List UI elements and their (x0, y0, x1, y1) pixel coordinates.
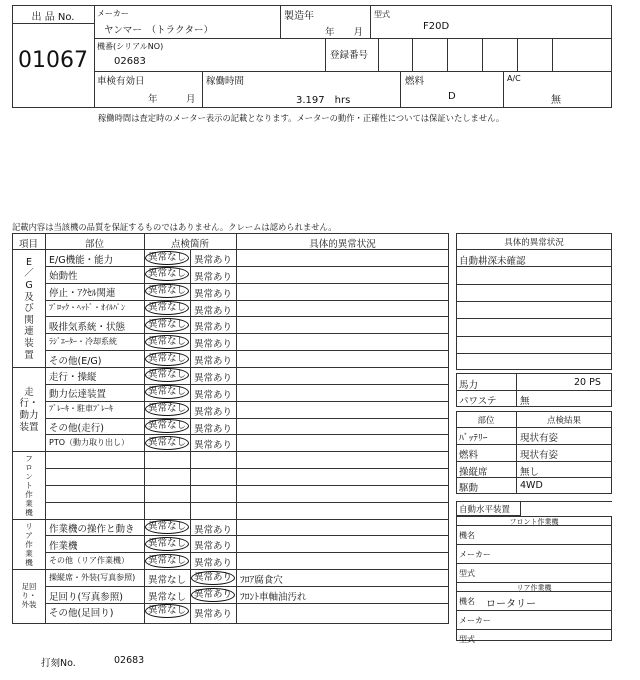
table-row (12, 519, 449, 520)
row-part: その他(E/G) (49, 355, 102, 367)
status-issue: 異常あり (191, 571, 235, 585)
inspection-unit: 年 月 (148, 94, 196, 105)
year-label: 製造年 (284, 11, 314, 22)
table-row (45, 316, 449, 317)
status-ok: 異常なし (145, 402, 189, 416)
status-ok: 異常なし (145, 368, 189, 382)
row-part: 走行・操縦 (49, 372, 97, 384)
check-row (456, 461, 612, 462)
section-label: リア作業機 (25, 522, 33, 568)
status-ok: 異常なし (145, 318, 189, 332)
divider (94, 5, 95, 108)
divider (456, 284, 612, 285)
divider (456, 525, 612, 526)
divider (447, 38, 448, 71)
fuel-label: 燃料 (405, 76, 425, 87)
status-issue: 異常あり (193, 288, 232, 300)
divider (456, 610, 612, 611)
divider (456, 544, 612, 545)
maker-value: ヤンマー （トラクター） (104, 25, 213, 36)
check-result: 4WD (520, 480, 543, 492)
table-row (45, 418, 449, 419)
status-issue: 異常あり (193, 423, 232, 435)
attachment-label: 型式 (459, 635, 475, 644)
table-row (12, 569, 449, 570)
divider (521, 501, 612, 502)
stamp-label: 打刻No. (41, 658, 76, 669)
quality-note: 記載内容は当該機の品質を保証するものではありません。クレームは認められません。 (12, 222, 337, 232)
divider (552, 38, 553, 71)
divider (456, 390, 612, 391)
check-part: 燃料 (459, 449, 479, 461)
status-issue: 異常あり (193, 305, 232, 317)
check-result: 現状有姿 (520, 449, 559, 461)
col-check: 点検箇所 (170, 239, 209, 250)
divider (12, 23, 94, 24)
status-issue: 異常あり (193, 541, 232, 553)
status-issue: 異常あり (193, 356, 232, 368)
check-row (456, 427, 612, 428)
hours-value: 3.197 hrs (296, 95, 351, 106)
power-steering-value: 無 (520, 396, 530, 407)
divider (456, 336, 612, 337)
status-ok: 異常なし (145, 537, 189, 551)
divider (482, 38, 483, 71)
check-result: 無し (520, 466, 540, 478)
power-steering-label: パワステ (459, 396, 497, 407)
attachment-value: ロータリー (486, 599, 536, 610)
status-ok: 異常なし (145, 251, 189, 265)
divider (456, 563, 612, 564)
divider (412, 38, 413, 71)
row-part: ﾗｼﾞｴｰﾀｰ・冷却系統 (49, 336, 117, 346)
divider (202, 71, 203, 108)
divider (45, 233, 46, 624)
row-part: 停止・ｱｸｾﾙ関連 (49, 288, 116, 300)
table-row (45, 502, 449, 503)
divider (456, 301, 612, 302)
attachment-label: 型式 (459, 569, 475, 578)
divider (370, 5, 371, 38)
status-ok: 異常なし (147, 592, 186, 603)
year-unit: 年 月 (325, 27, 364, 38)
check-result: 現状有姿 (520, 433, 559, 444)
status-ok: 異常なし (145, 267, 189, 281)
row-part: その他(走行) (49, 423, 104, 434)
auto-level-label: 自動水平装置 (459, 505, 511, 515)
table-row (45, 283, 449, 284)
table-row (45, 300, 449, 301)
table-row (12, 451, 449, 452)
status-ok: 異常なし (145, 385, 189, 399)
table-row (45, 535, 449, 536)
status-issue: 異常あり (193, 339, 232, 351)
table-row (12, 249, 449, 250)
power-label: 馬力 (459, 380, 479, 391)
section-label: 足回り・外装 (21, 581, 37, 609)
serial-value: 02683 (114, 56, 146, 67)
serial-label: 機番(シリアルNO) (97, 42, 164, 51)
divider (456, 318, 612, 319)
status-ok: 異常なし (145, 554, 189, 568)
status-issue: 異常あり (193, 389, 232, 401)
status-ok: 異常なし (145, 352, 189, 366)
section-label: 走行・動力装置 (19, 386, 39, 433)
status-issue: 異常あり (193, 558, 232, 570)
row-part: 足回り(写真参照) (49, 591, 123, 603)
table-row (45, 266, 449, 267)
row-part: 始動性 (49, 271, 78, 283)
status-issue: 異常あり (193, 524, 232, 536)
maker-label: メーカー (97, 9, 129, 18)
hours-label: 稼働時間 (206, 76, 245, 87)
row-part: 動力伝達装置 (49, 389, 107, 401)
status-ok: 異常なし (145, 419, 189, 433)
divider (456, 353, 612, 354)
model-value: F20D (423, 21, 450, 32)
status-ok: 異常なし (145, 604, 189, 618)
front-attachment-header: フロント作業機 (509, 518, 559, 526)
check-part: 操縦席 (459, 466, 488, 478)
divider (280, 5, 281, 38)
status-issue: 異常あり (193, 440, 232, 452)
status-issue: 異常あり (193, 255, 232, 266)
divider (400, 71, 401, 108)
divider (456, 266, 612, 267)
status-issue: 異常あり (193, 322, 232, 334)
status-ok: 異常なし (145, 520, 189, 534)
divider (94, 38, 612, 39)
detail-header: 具体的異常状況 (504, 238, 564, 248)
attachment-label: 機名 (459, 597, 475, 606)
table-row (45, 434, 449, 435)
table-row (45, 485, 449, 486)
divider (456, 249, 612, 250)
status-issue: 異常あり (193, 406, 232, 418)
table-row (45, 350, 449, 351)
divider (94, 71, 612, 72)
status-ok: 異常なし (147, 575, 186, 587)
result-header: 点検結果 (546, 416, 581, 426)
table-row (45, 384, 449, 385)
table-row (45, 603, 449, 604)
row-part: 吸排気系統・状態 (49, 321, 126, 333)
attachment-label: メーカー (459, 616, 491, 625)
fuel-value: D (448, 91, 456, 102)
status-issue: 異常あり (191, 588, 235, 602)
row-part: その他(足回り) (49, 608, 114, 620)
status-ok: 異常なし (145, 436, 189, 450)
ac-value: 無 (551, 95, 561, 106)
divider (378, 38, 379, 71)
row-detail: ﾌﾛｱ腐食穴 (240, 574, 283, 586)
row-part: 作業機の操作と動き (49, 524, 135, 536)
attachment-label: 機名 (459, 531, 475, 540)
divider (236, 233, 237, 624)
row-part: その他（リア作業機） (49, 555, 129, 565)
table-row (45, 552, 449, 553)
table-row (12, 367, 449, 368)
row-part: PTO（動力取り出し） (49, 437, 130, 447)
status-ok: 異常なし (145, 335, 189, 349)
check-row (456, 477, 612, 478)
check-row (456, 444, 612, 445)
col-item: 項目 (18, 239, 38, 250)
detail-text: 自動耕深未確認 (459, 256, 526, 267)
part-header: 部位 (477, 416, 495, 426)
divider (517, 38, 518, 71)
check-part: 駆動 (459, 483, 479, 495)
row-part: ﾌﾞﾛｯｸ・ﾍｯﾄﾞ・ｵｲﾙﾊﾟﾝ (49, 303, 125, 313)
check-part: ﾊﾞｯﾃﾘｰ (459, 433, 488, 444)
divider (503, 71, 504, 108)
ac-label: A/C (507, 74, 521, 83)
status-issue: 異常あり (193, 608, 232, 620)
stamp-value: 02683 (114, 655, 145, 666)
divider (456, 629, 612, 630)
row-part: 作業機 (49, 540, 78, 552)
row-detail: ﾌﾛﾝﾄ車軸油汚れ (240, 591, 307, 603)
power-value: 20 PS (574, 377, 601, 388)
meter-note: 稼働時間は査定時のメーター表示の記載となります。メーターの動作・正確性については保証いたしません。 (98, 113, 505, 123)
divider (456, 591, 612, 592)
status-ok: 異常なし (145, 284, 189, 298)
divider (516, 373, 517, 407)
status-issue: 異常あり (193, 271, 232, 283)
lot-label: 出 品 No. (31, 12, 75, 23)
rear-attachment-header: リア作業機 (516, 584, 552, 592)
registration-label: 登録番号 (330, 50, 369, 61)
attachment-label: メーカー (459, 550, 491, 559)
row-part: E/G機能・能力 (49, 254, 114, 266)
table-row (45, 333, 449, 334)
section-label: E／G及び関連装置 (24, 256, 34, 361)
table-row (45, 586, 449, 587)
row-part: 操縦席・外装(写真参照) (49, 572, 136, 582)
status-issue: 異常あり (193, 372, 232, 384)
status-ok: 異常なし (145, 301, 189, 315)
inspection-label: 車検有効日 (97, 76, 145, 87)
table-row (45, 401, 449, 402)
model-label: 型式 (374, 10, 390, 19)
section-label: フロント作業機 (25, 454, 33, 518)
row-part: ﾌﾞﾚｰｷ・駐車ﾌﾞﾚｰｷ (49, 404, 113, 414)
col-detail: 具体的異常状況 (309, 239, 376, 250)
divider (325, 38, 326, 71)
table-row (45, 468, 449, 469)
col-part: 部位 (84, 239, 104, 250)
lot-number: 01067 (18, 48, 88, 73)
